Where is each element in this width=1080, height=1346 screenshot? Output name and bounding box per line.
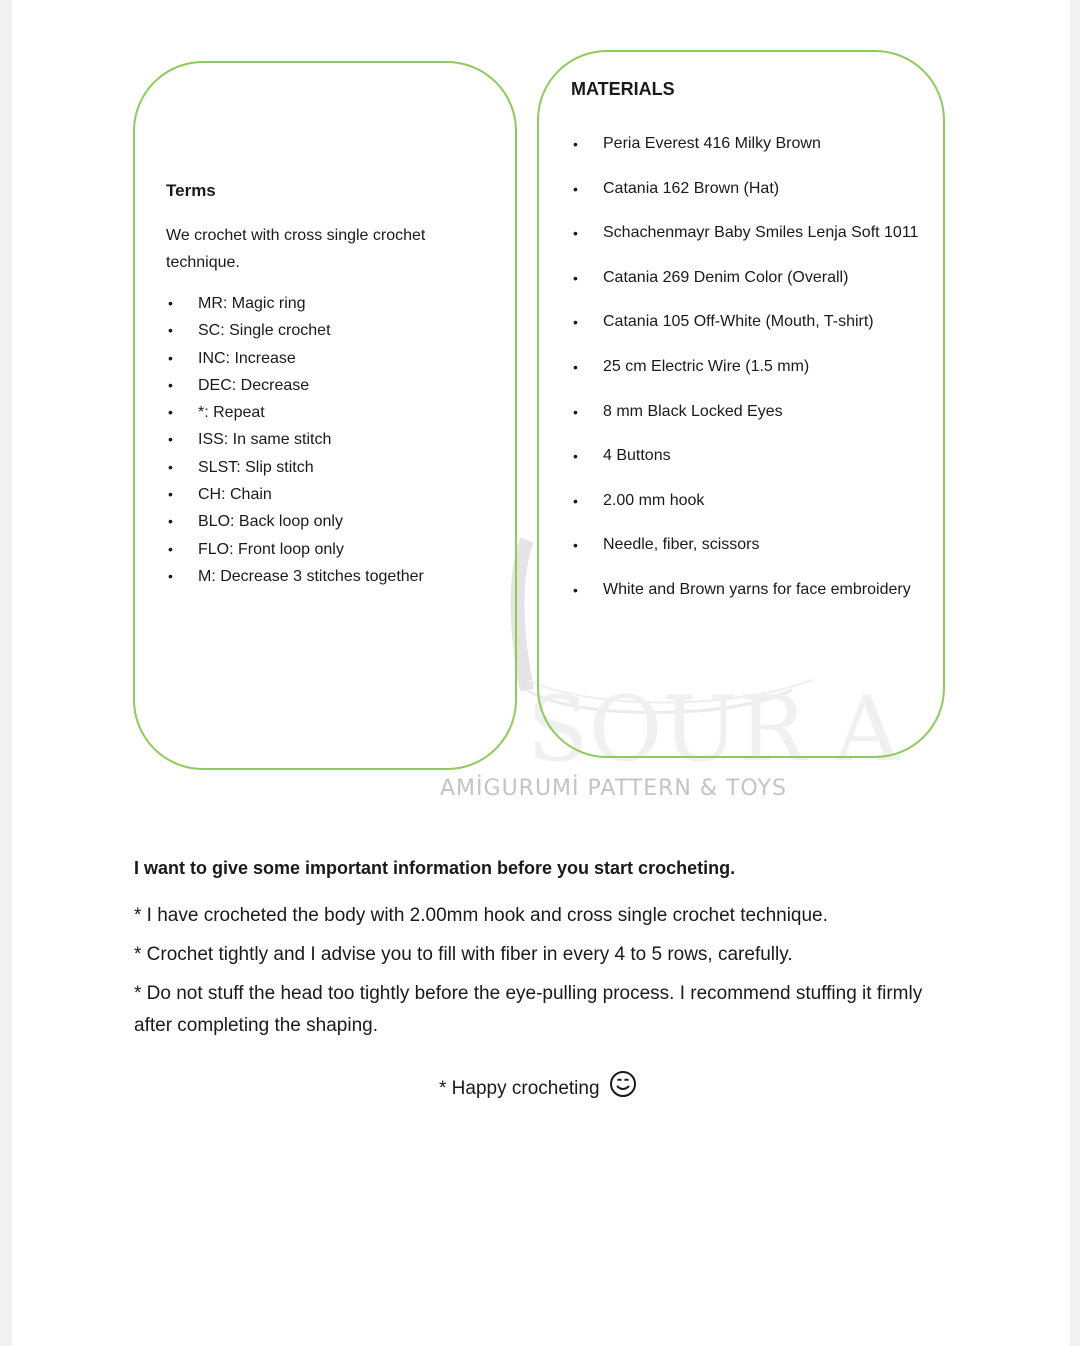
bullet-icon: • xyxy=(168,567,173,584)
bullet-icon: • xyxy=(573,225,578,242)
watermark-caption: AMİGURUMİ PATTERN & TOYS xyxy=(440,776,787,801)
bullet-icon: • xyxy=(573,537,578,554)
bullet-icon: • xyxy=(168,349,173,366)
bullet-icon: • xyxy=(168,295,173,311)
terms-list xyxy=(166,290,424,590)
list-item: • 8 mm Black Locked Eyes xyxy=(571,390,933,434)
list-item: • BLO: Back loop only xyxy=(166,508,424,535)
bullet-icon: • xyxy=(573,180,578,197)
list-item: • SC: Single crochet xyxy=(166,317,424,344)
bullet-icon: • xyxy=(168,458,173,475)
info-title: I want to give some important information before you start crocheting. xyxy=(134,858,736,878)
list-item: • SLST: Slip stitch xyxy=(166,454,424,481)
terms-intro: We crochet with cross single crochet technique. xyxy=(166,227,426,271)
bullet-icon: • xyxy=(168,486,173,503)
document-page xyxy=(12,0,1070,1346)
info-paragraphs xyxy=(134,900,934,1049)
list-item: • 2.00 mm hook xyxy=(571,479,933,523)
list-item: • DEC: Decrease xyxy=(166,372,424,399)
bullet-icon: • xyxy=(573,492,578,509)
list-item: • White and Brown yarns for face embroidery xyxy=(571,568,933,612)
bullet-icon: • xyxy=(168,513,173,530)
bullet-icon: • xyxy=(573,403,578,420)
list-item: • *: Repeat xyxy=(166,399,424,426)
list-item: • 25 cm Electric Wire (1.5 mm) xyxy=(571,345,933,389)
bullet-icon: • xyxy=(168,431,173,448)
list-item: • Schachenmayr Baby Smiles Lenja Soft 1011 xyxy=(571,211,933,255)
closing-text: * Happy crocheting xyxy=(439,1078,600,1099)
closing-line xyxy=(439,1070,637,1104)
materials-title: MATERIALS xyxy=(571,79,675,99)
bullet-icon: • xyxy=(573,358,578,375)
bullet-icon: • xyxy=(168,376,173,393)
list-item: • Peria Everest 416 Milky Brown xyxy=(571,122,933,166)
list-item: • CH: Chain xyxy=(166,481,424,508)
bullet-icon: • xyxy=(168,540,173,557)
list-item: • Needle, fiber, scissors xyxy=(571,523,933,567)
bullet-icon: • xyxy=(573,448,578,465)
info-line: * Do not stuff the head too tightly before the eye-pulling process. I recommend stuffing it firmly after completing the shaping. xyxy=(134,983,923,1036)
bullet-icon: • xyxy=(573,269,578,286)
info-line: * Crochet tightly and I advise you to fill with fiber in every 4 to 5 rows, carefully. xyxy=(134,944,793,965)
svg-text:SOUR A: SOUR A xyxy=(527,677,900,782)
list-item: • M: Decrease 3 stitches together xyxy=(166,563,424,590)
list-item: • FLO: Front loop only xyxy=(166,536,424,563)
list-item: • 4 Buttons xyxy=(571,434,933,478)
list-item: • Catania 162 Brown (Hat) xyxy=(571,167,933,211)
bullet-icon: • xyxy=(168,404,173,421)
bullet-icon: • xyxy=(168,322,173,339)
list-item: • ISS: In same stitch xyxy=(166,426,424,453)
materials-list xyxy=(571,122,933,613)
terms-title: Terms xyxy=(166,181,216,200)
smiley-icon xyxy=(609,1070,637,1104)
bullet-icon: • xyxy=(573,136,578,152)
info-line: * I have crocheted the body with 2.00mm hook and cross single crochet technique. xyxy=(134,905,828,926)
list-item: • Catania 105 Off-White (Mouth, T-shirt) xyxy=(571,300,933,344)
list-item: • Catania 269 Denim Color (Overall) xyxy=(571,256,933,300)
bullet-icon: • xyxy=(573,314,578,331)
list-item: • INC: Increase xyxy=(166,345,424,372)
list-item: • MR: Magic ring xyxy=(166,290,424,317)
bullet-icon: • xyxy=(573,581,578,598)
